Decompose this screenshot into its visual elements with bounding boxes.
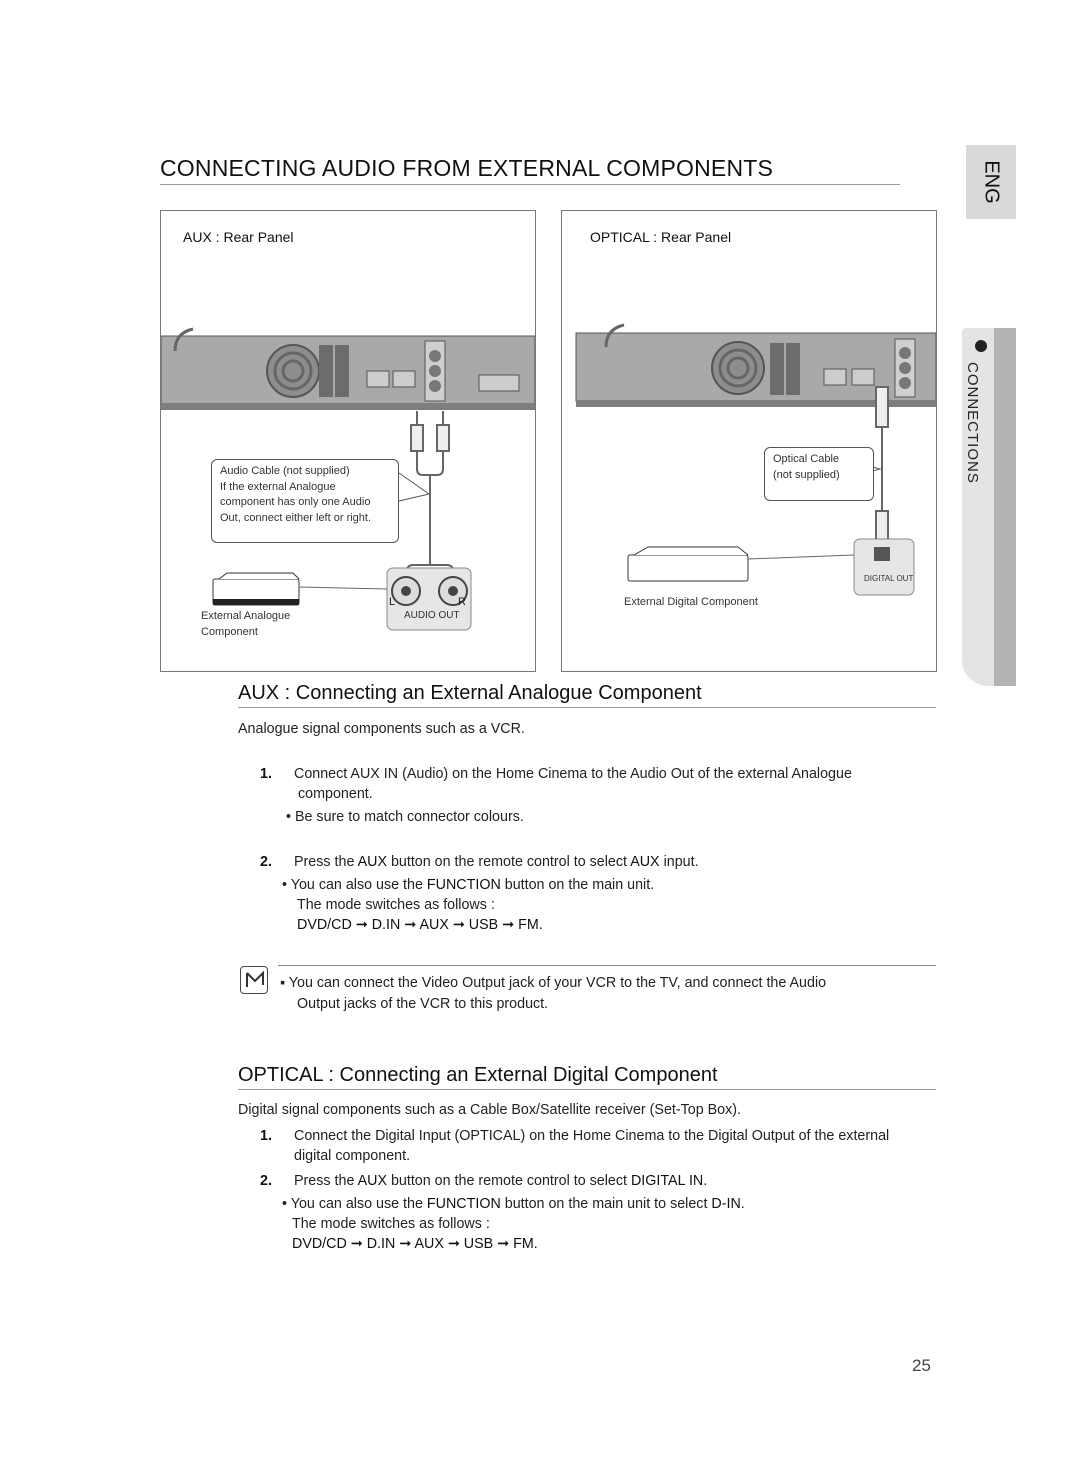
text-run: input. xyxy=(659,854,699,870)
text-run: Press the xyxy=(294,1173,358,1189)
optical-panel-title: OPTICAL : Rear Panel xyxy=(590,229,732,245)
text-run: • You can also use the xyxy=(282,1196,427,1212)
aux-step-1-line-2: component. xyxy=(298,786,373,802)
aux-button-term: AUX xyxy=(357,1173,387,1189)
jack-left-label: L xyxy=(389,596,396,608)
aux-step-1-line-1: Connect AUX IN (Audio) on the Home Cinema to the Audio Out of the external Analogue xyxy=(294,766,852,782)
aux-section-heading: AUX : Connecting an External Analogue Component xyxy=(238,682,936,708)
external-analogue-label xyxy=(201,609,290,640)
aux-mode-text: The mode switches as follows : xyxy=(297,897,495,913)
text-run: button on the remote control to select xyxy=(386,1173,631,1189)
text-run: . xyxy=(703,1173,708,1189)
external-digital-component-icon xyxy=(628,547,854,581)
digital-out-label: DIGITAL OUT xyxy=(864,574,914,583)
optical-mode-sequence: DVD/CD ➞ D.IN ➞ AUX ➞ USB ➞ FM. xyxy=(292,1236,538,1252)
callout-line: Out, connect either left or right. xyxy=(220,511,372,524)
optical-step-1-line-2: digital component. xyxy=(294,1148,411,1164)
text-run: button on the main unit. xyxy=(500,877,655,893)
aux-rear-panel-figure xyxy=(160,210,536,672)
jack-right-label: R xyxy=(458,596,466,608)
aux-mode-sequence: DVD/CD ➞ D.IN ➞ AUX ➞ USB ➞ FM. xyxy=(297,917,543,933)
optical-step-1-line-1: Connect the Digital Input (OPTICAL) on the Home Cinema to the Digital Output of the external xyxy=(294,1128,890,1144)
callout-line: component has only one Audio xyxy=(220,496,371,508)
function-button-term: FUNCTION xyxy=(426,877,501,893)
aux-input-term: AUX xyxy=(630,854,660,870)
optical-rear-panel-figure xyxy=(561,210,937,672)
digital-in-term: DIGITAL IN xyxy=(630,1173,704,1189)
aux-step-1-number: 1. xyxy=(260,766,272,782)
optical-bullet xyxy=(282,1196,745,1212)
optical-step-1-number: 1. xyxy=(260,1128,272,1144)
text-run: button on the remote control to select xyxy=(386,854,631,870)
device-label-line: Component xyxy=(201,625,258,638)
aux-step-2-number: 2. xyxy=(260,854,272,870)
note-icon xyxy=(240,966,268,994)
page-number: 25 xyxy=(912,1356,931,1375)
section-bullet-icon xyxy=(975,340,987,352)
section-tab-stripe xyxy=(994,328,1016,686)
aux-button-term: AUX xyxy=(357,854,387,870)
section-tab-label: CONNECTIONS xyxy=(964,362,981,484)
text-run: Press the xyxy=(294,854,358,870)
optical-cable-callout xyxy=(764,447,874,501)
aux-panel-title: AUX : Rear Panel xyxy=(183,229,294,245)
optical-step-2-text xyxy=(294,1173,707,1189)
device-label-line: External Analogue xyxy=(201,610,291,622)
note-line-1: ▪ You can connect the Video Output jack of your VCR to the TV, and connect the Audio xyxy=(280,975,827,991)
external-analogue-component-icon xyxy=(213,573,387,605)
language-tab xyxy=(966,145,1016,219)
audio-out-label: AUDIO OUT xyxy=(404,610,460,621)
aux-step-1-bullet: • Be sure to match connector colours. xyxy=(286,809,524,825)
text-run: • You can also use the xyxy=(282,877,427,893)
optical-intro: Digital signal components such as a Cable Box/Satellite receiver (Set-Top Box). xyxy=(238,1102,742,1118)
external-digital-label: External Digital Component xyxy=(624,596,758,608)
aux-step-2-bullet xyxy=(282,877,654,893)
note-pencil-icon xyxy=(241,967,267,993)
optical-mode-text: The mode switches as follows : xyxy=(292,1216,490,1232)
optical-section-heading: OPTICAL : Connecting an External Digital Component xyxy=(238,1064,936,1090)
d-in-term: D-IN xyxy=(711,1196,741,1212)
note-line-2: Output jacks of the VCR to this product. xyxy=(297,996,549,1012)
function-button-term: FUNCTION xyxy=(426,1196,501,1212)
audio-cable-callout xyxy=(211,459,399,543)
aux-step-2-text xyxy=(294,854,699,870)
digital-out-jack-icon xyxy=(854,539,914,595)
optical-step-2-number: 2. xyxy=(260,1173,272,1189)
callout-line: Optical Cable xyxy=(773,453,840,465)
note-divider xyxy=(278,965,936,966)
text-run: . xyxy=(740,1196,745,1212)
text-run: button on the main unit to select xyxy=(500,1196,712,1212)
callout-line: (not supplied) xyxy=(773,468,840,481)
home-cinema-rear-unit-icon xyxy=(161,329,535,410)
page-title: CONNECTING AUDIO FROM EXTERNAL COMPONENTS xyxy=(160,155,900,185)
callout-line: Audio Cable (not supplied) xyxy=(220,465,350,477)
aux-diagram xyxy=(161,211,535,671)
aux-intro: Analogue signal components such as a VCR. xyxy=(238,721,525,737)
callout-line: If the external Analogue xyxy=(220,480,336,493)
language-label: ENG xyxy=(980,160,1003,204)
